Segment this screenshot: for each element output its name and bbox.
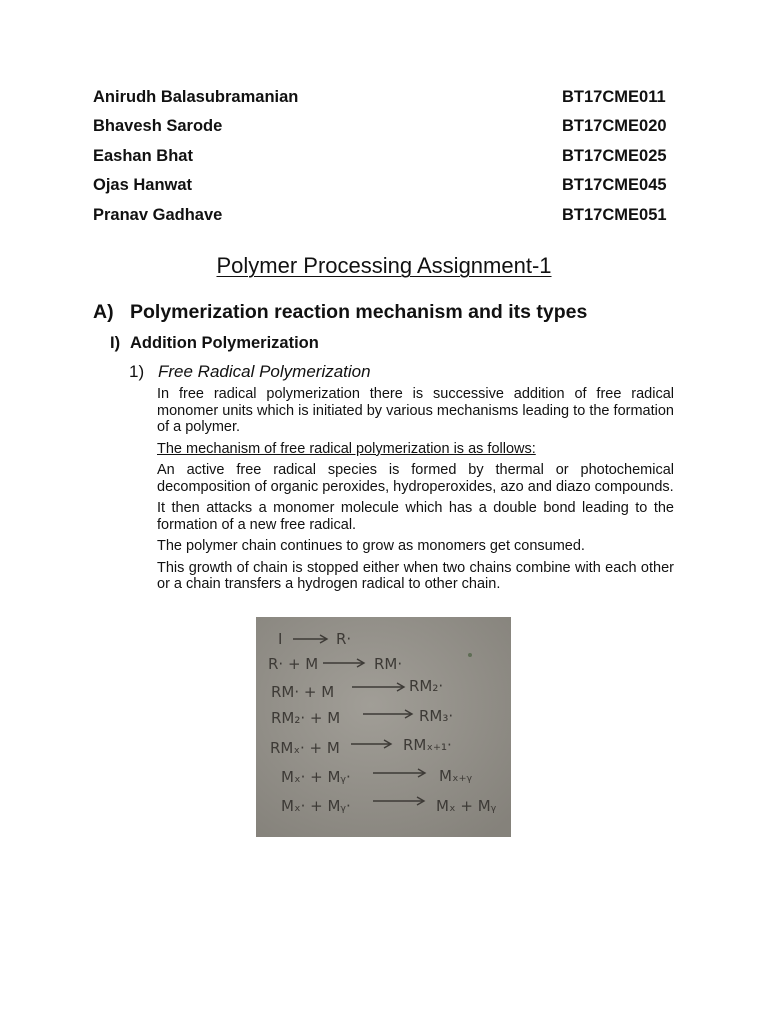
equation-rhs: RM₂·: [409, 677, 444, 695]
author-name: Ojas Hanwat: [93, 176, 193, 195]
paragraph-intro: In free radical polymerization there is successive addition of free radical monomer units which is initiated by various mechanisms leading to the formation of a polymer.: [157, 386, 674, 435]
author-id: BT17CME020: [562, 117, 667, 136]
equation-lhs: RMₓ· + M: [270, 739, 340, 757]
author-name: Pranav Gadhave: [93, 205, 223, 224]
author-row: [93, 86, 676, 115]
author-name: Anirudh Balasubramanian: [93, 88, 299, 106]
equation-rhs: R·: [336, 630, 352, 648]
equation-lhs: RM₂· + M: [271, 709, 341, 727]
author-name: Eashan Bhat: [93, 146, 193, 165]
subsection-i-marker: I): [110, 334, 121, 352]
document-title: Polymer Processing Assignment-1: [216, 253, 552, 278]
paragraph-step-2: It then attacks a monomer molecule which has a double bond leading to the formation of a new free radical.: [157, 500, 674, 533]
author-id: BT17CME025: [562, 146, 667, 165]
paragraph-step-4: This growth of chain is stopped either when two chains combine with each other or a chain transfers a hydrogen radical to other chain.: [157, 559, 674, 592]
item-1-heading: [129, 361, 371, 383]
equation-lhs: I: [278, 630, 283, 648]
paragraph-mechanism-heading: The mechanism of free radical polymerization is as follows:: [157, 440, 536, 457]
author-list: [93, 86, 676, 233]
author-id: BT17CME011: [562, 88, 666, 106]
subsection-i-heading: [110, 332, 319, 354]
author-row: [93, 174, 676, 203]
equation-rhs: RMₓ₊₁·: [403, 736, 452, 754]
author-row: [93, 115, 676, 144]
equation-rhs: RM₃·: [419, 707, 454, 725]
paper-speck: [468, 653, 472, 657]
equation-lhs: Mₓ· + Mᵧ·: [281, 768, 351, 786]
paragraph-step-1: An active free radical species is formed by thermal or photochemical decomposition of organic peroxides, hydroperoxides, azo and diazo compounds.: [157, 462, 674, 495]
reaction-scheme-svg: [256, 617, 511, 837]
paragraph-step-3: The polymer chain continues to grow as monomers get consumed.: [157, 538, 585, 554]
author-id: BT17CME045: [562, 176, 667, 195]
author-id: BT17CME051: [562, 205, 667, 224]
subsection-i-title: Addition Polymerization: [130, 334, 319, 352]
item-1-title: Free Radical Polymerization: [158, 362, 371, 381]
equation-lhs: Mₓ· + Mᵧ·: [281, 797, 351, 815]
equation-rhs: Mₓ + Mᵧ: [436, 797, 497, 815]
section-a-heading: [93, 300, 587, 324]
section-a-marker: A): [93, 301, 114, 323]
equation-lhs: R· + M: [268, 655, 319, 673]
equation-lhs: RM· + M: [271, 683, 335, 701]
author-row: [93, 204, 676, 233]
author-row: [93, 145, 676, 174]
equation-rhs: RM·: [374, 655, 403, 673]
reaction-scheme-image: [256, 617, 511, 837]
equation-rhs: Mₓ₊ᵧ: [439, 767, 473, 785]
item-1-marker: 1): [129, 362, 145, 381]
author-name: Bhavesh Sarode: [93, 117, 223, 136]
section-a-title: Polymerization reaction mechanism and its types: [130, 301, 588, 323]
body-text: [157, 386, 674, 598]
